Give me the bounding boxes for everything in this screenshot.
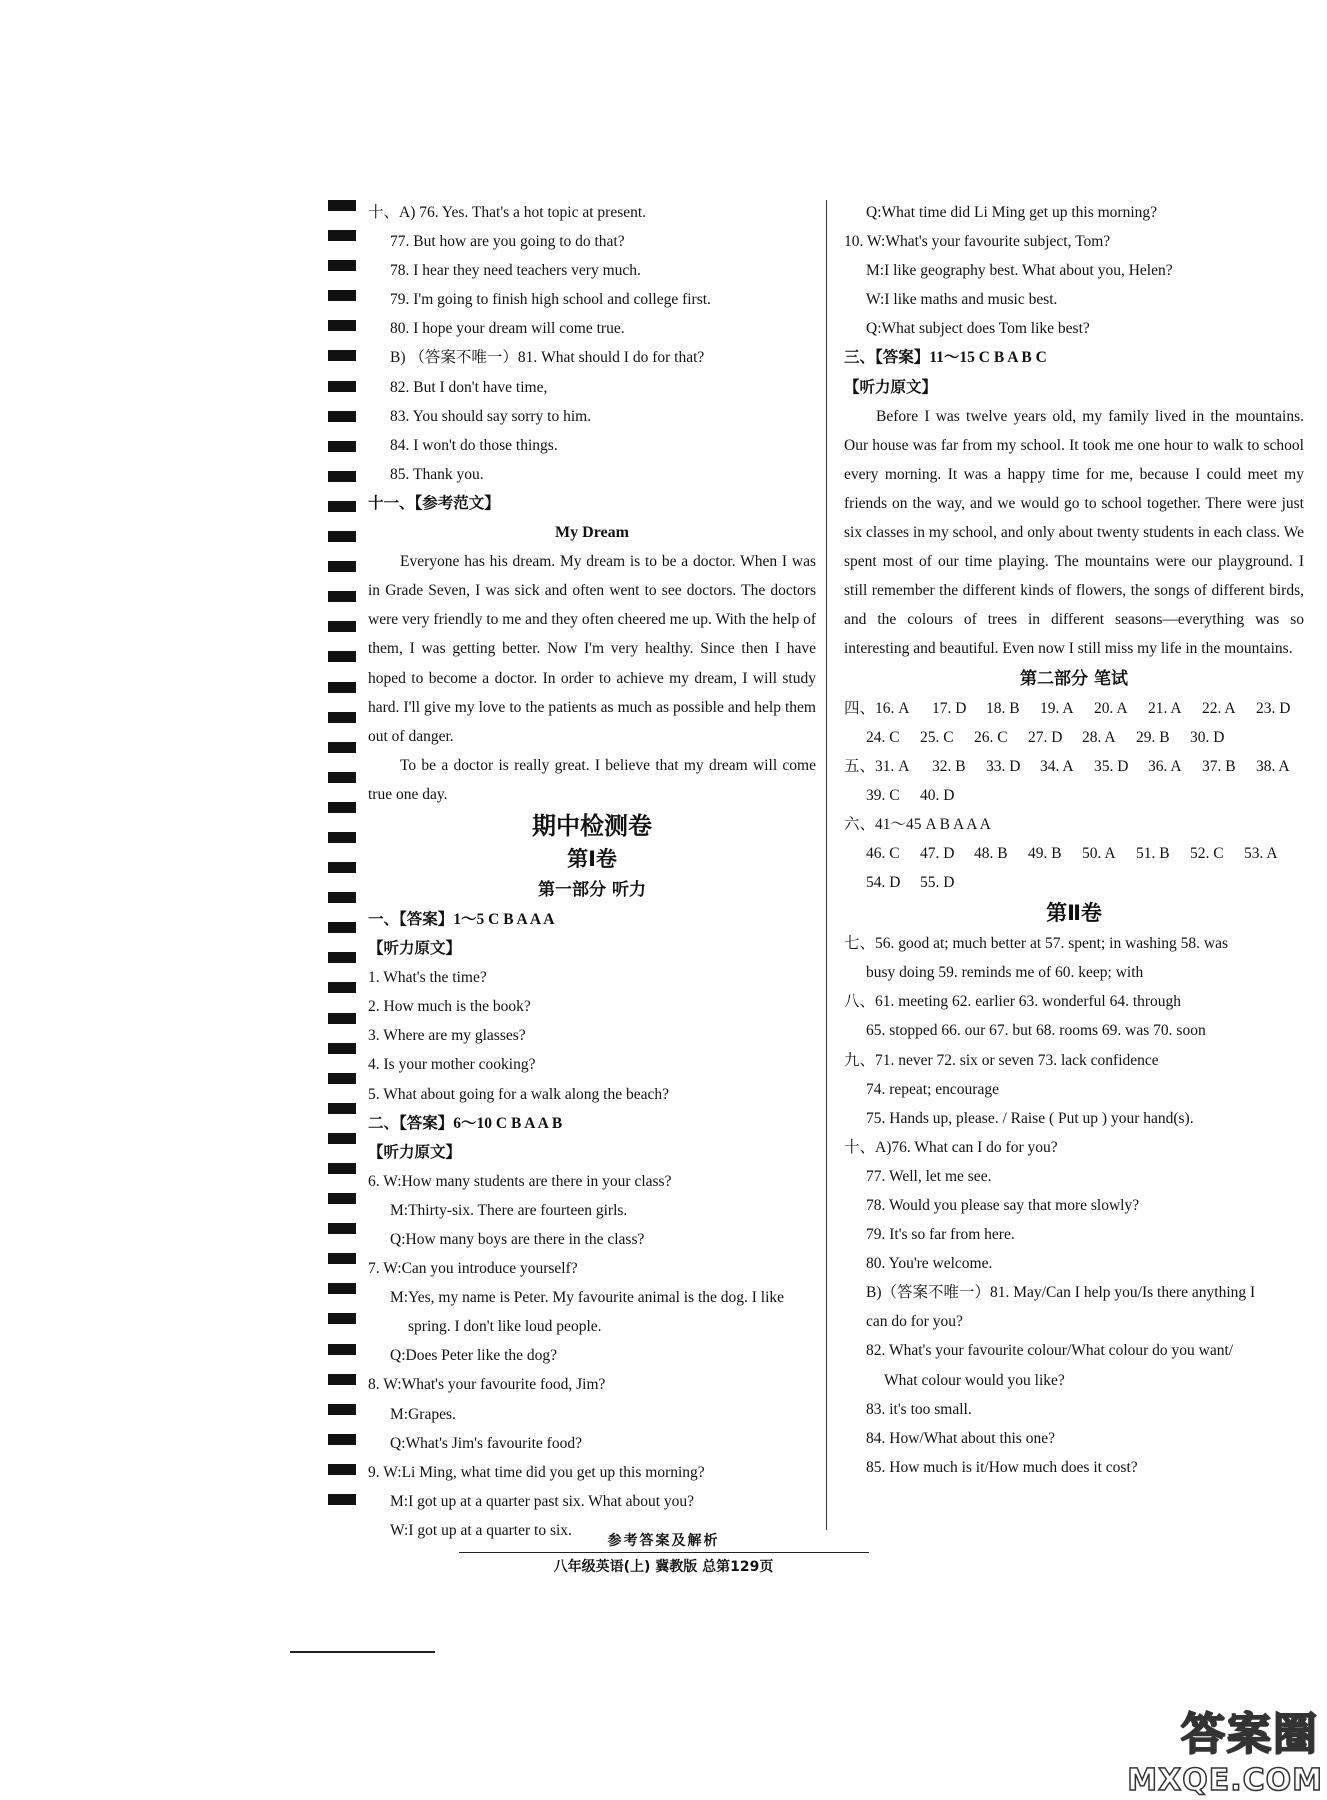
answer-line: 77. Well, let me see. xyxy=(866,1167,992,1185)
answer-row xyxy=(844,839,1304,868)
margin-marker xyxy=(328,621,356,632)
answer-item: 17. D xyxy=(932,699,967,717)
answer-item: 37. B xyxy=(1202,757,1236,775)
script-line: Q:What subject does Tom like best? xyxy=(866,320,1090,338)
answer-item: 53. A xyxy=(1244,844,1278,862)
answer-item: 19. A xyxy=(1040,699,1074,717)
answer-line: 79. I'm going to finish high school and college first. xyxy=(390,291,711,309)
margin-marker xyxy=(328,1404,356,1415)
margin-marker xyxy=(328,682,356,693)
script-line: 3. Where are my glasses? xyxy=(368,1027,526,1045)
answer-line: 82. What's your favourite colour/What colour do you want/ xyxy=(866,1342,1234,1360)
answer-item: 36. A xyxy=(1148,757,1182,775)
answer-line: 77. But how are you going to do that? xyxy=(390,233,625,251)
listening-passage: Before I was twelve years old, my family lived in the mountains. Our house was far from my school. It took me one hour to walk to school every morning. It was a happy time for me, because I could meet my friends on the way, and we would go to school together. There were just six classes in my school, and only about twenty students in each class. We spent most of our time playing. The mountains were our playground. I still remember the different kinds of flowers, the songs of different birds, and the colours of trees in different seasons—everything was so interesting and beautiful. Even now I still miss my life in the mountains. xyxy=(844,407,1304,658)
essay-title: My Dream xyxy=(555,524,629,542)
answer-line: 75. Hands up, please. / Raise ( Put up ) your hand(s). xyxy=(866,1109,1194,1127)
page-footer xyxy=(0,1530,1327,1576)
answer-line: 65. stopped 66. our 67. but 68. rooms 69. was 70. soon xyxy=(866,1022,1206,1040)
answer-line: 83. it's too small. xyxy=(866,1400,972,1418)
answer-item: 18. B xyxy=(986,699,1020,717)
answer-line: 七、56. good at; much better at 57. spent; in washing 58. was xyxy=(844,935,1228,953)
script-line: 2. How much is the book? xyxy=(368,998,531,1016)
margin-marker xyxy=(328,1464,356,1475)
margin-marker xyxy=(328,1133,356,1144)
answer-item: 30. D xyxy=(1190,728,1225,746)
answer-line: 84. How/What about this one? xyxy=(866,1429,1055,1447)
script-line: 8. W:What's your favourite food, Jim? xyxy=(368,1376,606,1394)
answer-line: 十、A)76. What can I do for you? xyxy=(844,1138,1058,1156)
answer-row xyxy=(844,694,1304,723)
answer-item: 23. D xyxy=(1256,699,1291,717)
script-line: spring. I don't like loud people. xyxy=(408,1318,602,1336)
margin-marker xyxy=(328,441,356,452)
answer-line: 82. But I don't have time, xyxy=(390,378,548,396)
answer-item: 38. A xyxy=(1256,757,1290,775)
margin-marker xyxy=(328,651,356,662)
margin-marker xyxy=(328,1073,356,1084)
answer-line: busy doing 59. reminds me of 60. keep; with xyxy=(866,964,1144,982)
footer-page-info: 八年级英语(上) 冀教版 总第129页 xyxy=(553,1559,774,1575)
margin-marker xyxy=(328,802,356,813)
margin-marker xyxy=(328,952,356,963)
script-line: M:Thirty-six. There are fourteen girls. xyxy=(390,1201,628,1219)
margin-marker xyxy=(328,862,356,873)
footer-title: 参考答案及解析 xyxy=(607,1533,720,1549)
left-column xyxy=(368,198,816,1545)
answer-item: 46. C xyxy=(866,844,900,862)
script-line: 1. What's the time? xyxy=(368,969,487,987)
answer-item: 50. A xyxy=(1082,844,1116,862)
answer-line: What colour would you like? xyxy=(884,1371,1065,1389)
script-line: M:I like geography best. What about you, Helen? xyxy=(866,262,1173,280)
watermark-domain: MXQE.COM xyxy=(1127,1763,1323,1798)
answer-item: 33. D xyxy=(986,757,1021,775)
script-line: M:Yes, my name is Peter. My favourite animal is the dog. I like xyxy=(390,1289,785,1307)
answer-heading: 三、【答案】11～15 C B A B C xyxy=(844,349,1047,367)
section-10-heading xyxy=(368,198,816,227)
answer-item: 25. C xyxy=(920,728,954,746)
margin-marker xyxy=(328,200,356,211)
listening-script-label: 【听力原文】 xyxy=(844,378,938,396)
answer-row xyxy=(844,868,1304,897)
margin-marker xyxy=(328,411,356,422)
script-line: 9. W:Li Ming, what time did you get up this morning? xyxy=(368,1463,705,1481)
essay-paragraph: Everyone has his dream. My dream is to be a doctor. When I was in Grade Seven, I was sick and often went to see doctors. The doctors were very friendly to me and they often cheered me up. With the help of them, I was getting better. Now I'm very healthy. Since then I have hoped to become a doctor. In order to achieve my dream, I will study hard. I'll give my love to the patients as much as possible and help them out of danger. xyxy=(368,553,816,745)
answer-line: 78. Would you please say that more slowly? xyxy=(866,1197,1140,1214)
answer-line: B) （答案不唯一）81. What should I do for that? xyxy=(390,349,705,367)
answer-line: B)（答案不唯一）81. May/Can I help you/Is there anything I xyxy=(866,1284,1256,1302)
margin-marker xyxy=(328,471,356,482)
answer-item: 24. C xyxy=(866,728,900,746)
answer-line: 80. You're welcome. xyxy=(866,1255,993,1273)
script-line: W:I like maths and music best. xyxy=(866,291,1058,309)
answer-heading: 一、【答案】1～5 C B A A A xyxy=(368,910,555,928)
answer-line: 83. You should say sorry to him. xyxy=(390,407,592,425)
answer-row: 六、41～45 A B A A A xyxy=(844,815,991,833)
answer-row xyxy=(844,781,1304,810)
answer-item: 54. D xyxy=(866,874,901,892)
listening-script-label: 【听力原文】 xyxy=(368,1143,462,1161)
margin-marker xyxy=(328,260,356,271)
margin-marker xyxy=(328,772,356,783)
section-label: 十、A) xyxy=(368,204,416,221)
margin-marker xyxy=(328,1494,356,1505)
answer-heading: 二、【答案】6～10 C B A A B xyxy=(368,1114,563,1132)
answer-line: can do for you? xyxy=(866,1313,963,1331)
answer-line: 八、61. meeting 62. earlier 63. wonderful 64. through xyxy=(844,993,1182,1011)
script-line: W:I got up at a quarter to six. xyxy=(390,1521,572,1539)
right-column xyxy=(844,198,1304,1482)
margin-marker xyxy=(328,1313,356,1324)
margin-marker xyxy=(328,832,356,843)
margin-marker xyxy=(328,712,356,723)
answer-line: 84. I won't do those things. xyxy=(390,436,558,454)
volume-title: 第Ⅰ卷 xyxy=(567,846,617,871)
watermark-logo-text: 答案圈 xyxy=(1181,1709,1319,1760)
answer-item: 22. A xyxy=(1202,699,1236,717)
script-line: Q:How many boys are there in the class? xyxy=(390,1231,645,1248)
margin-marker xyxy=(328,1013,356,1024)
column-divider xyxy=(826,200,827,1530)
margin-marker xyxy=(328,892,356,903)
margin-marker xyxy=(328,290,356,301)
answer-item: 52. C xyxy=(1190,844,1224,862)
margin-marker xyxy=(328,1374,356,1385)
margin-marker xyxy=(328,320,356,331)
answer-item: 39. C xyxy=(866,786,900,804)
answer-item: 四、16. A xyxy=(844,699,910,717)
answer-line: 85. How much is it/How much does it cost? xyxy=(866,1458,1138,1476)
answer-item: 48. B xyxy=(974,844,1008,862)
script-line: Q:What time did Li Ming get up this morning? xyxy=(866,204,1158,221)
script-line: Q:Does Peter like the dog? xyxy=(390,1347,558,1365)
answer-item: 20. A xyxy=(1094,699,1128,717)
answer-item: 29. B xyxy=(1136,728,1170,746)
margin-marker xyxy=(328,922,356,933)
part-title: 第二部分 笔试 xyxy=(1020,668,1128,689)
answer-item: 40. D xyxy=(920,786,955,804)
answer-item: 五、31. A xyxy=(844,757,910,775)
margin-marker xyxy=(328,1253,356,1264)
volume-title: 第Ⅱ卷 xyxy=(1046,901,1102,926)
margin-marker xyxy=(328,381,356,392)
margin-marker xyxy=(328,1283,356,1294)
margin-marker xyxy=(328,742,356,753)
margin-marker xyxy=(328,1223,356,1234)
answer-item: 55. D xyxy=(920,874,955,892)
bottom-rule xyxy=(290,1651,435,1653)
margin-marker xyxy=(328,1434,356,1445)
script-line: Q:What's Jim's favourite food? xyxy=(390,1434,582,1452)
answer-item: 49. B xyxy=(1028,844,1062,862)
answer-line: 79. It's so far from here. xyxy=(866,1226,1015,1244)
margin-marker xyxy=(328,1103,356,1114)
site-watermark xyxy=(1087,1705,1327,1800)
answer-item: 51. B xyxy=(1136,844,1170,862)
script-line: 5. What about going for a walk along the beach? xyxy=(368,1085,670,1103)
margin-markers xyxy=(328,200,358,1524)
script-line: 7. W:Can you introduce yourself? xyxy=(368,1260,578,1278)
answer-line: 九、71. never 72. six or seven 73. lack confidence xyxy=(844,1051,1159,1069)
margin-marker xyxy=(328,982,356,993)
answer-line: 78. I hear they need teachers very much. xyxy=(390,262,641,280)
essay-paragraph: To be a doctor is really great. I believe that my dream will come true one day. xyxy=(368,756,816,803)
answer-item: 21. A xyxy=(1148,699,1182,717)
margin-marker xyxy=(328,350,356,361)
listening-script-label: 【听力原文】 xyxy=(368,940,462,958)
script-line: M:Grapes. xyxy=(390,1405,456,1423)
answer-item: 34. A xyxy=(1040,757,1074,775)
margin-marker xyxy=(328,591,356,602)
answer-line: 85. Thank you. xyxy=(390,465,484,483)
margin-marker xyxy=(328,1163,356,1174)
answer-row xyxy=(844,752,1304,781)
answer-line: 74. repeat; encourage xyxy=(866,1080,999,1098)
answer-item: 27. D xyxy=(1028,728,1063,746)
margin-marker xyxy=(328,501,356,512)
margin-marker xyxy=(328,230,356,241)
answer-item: 28. A xyxy=(1082,728,1116,746)
exam-title: 期中检测卷 xyxy=(532,811,652,840)
part-title: 第一部分 听力 xyxy=(538,879,646,900)
section-11-heading: 十一、【参考范文】 xyxy=(368,494,500,512)
script-line: 6. W:How many students are there in your class? xyxy=(368,1172,672,1190)
answer-line: 76. Yes. That's a hot topic at present. xyxy=(419,204,647,221)
answer-item: 35. D xyxy=(1094,757,1129,775)
answer-item: 47. D xyxy=(920,844,955,862)
answer-row xyxy=(844,723,1304,752)
margin-marker xyxy=(328,1344,356,1355)
margin-marker xyxy=(328,561,356,572)
script-line: 4. Is your mother cooking? xyxy=(368,1056,536,1074)
footer-rule xyxy=(459,1552,869,1553)
answer-item: 26. C xyxy=(974,728,1008,746)
answer-line: 80. I hope your dream will come true. xyxy=(390,320,625,338)
script-line: M:I got up at a quarter past six. What about you? xyxy=(390,1492,695,1510)
margin-marker xyxy=(328,1043,356,1054)
script-line: 10. W:What's your favourite subject, Tom? xyxy=(844,233,1111,251)
margin-marker xyxy=(328,531,356,542)
answer-item: 32. B xyxy=(932,757,966,775)
margin-marker xyxy=(328,1193,356,1204)
